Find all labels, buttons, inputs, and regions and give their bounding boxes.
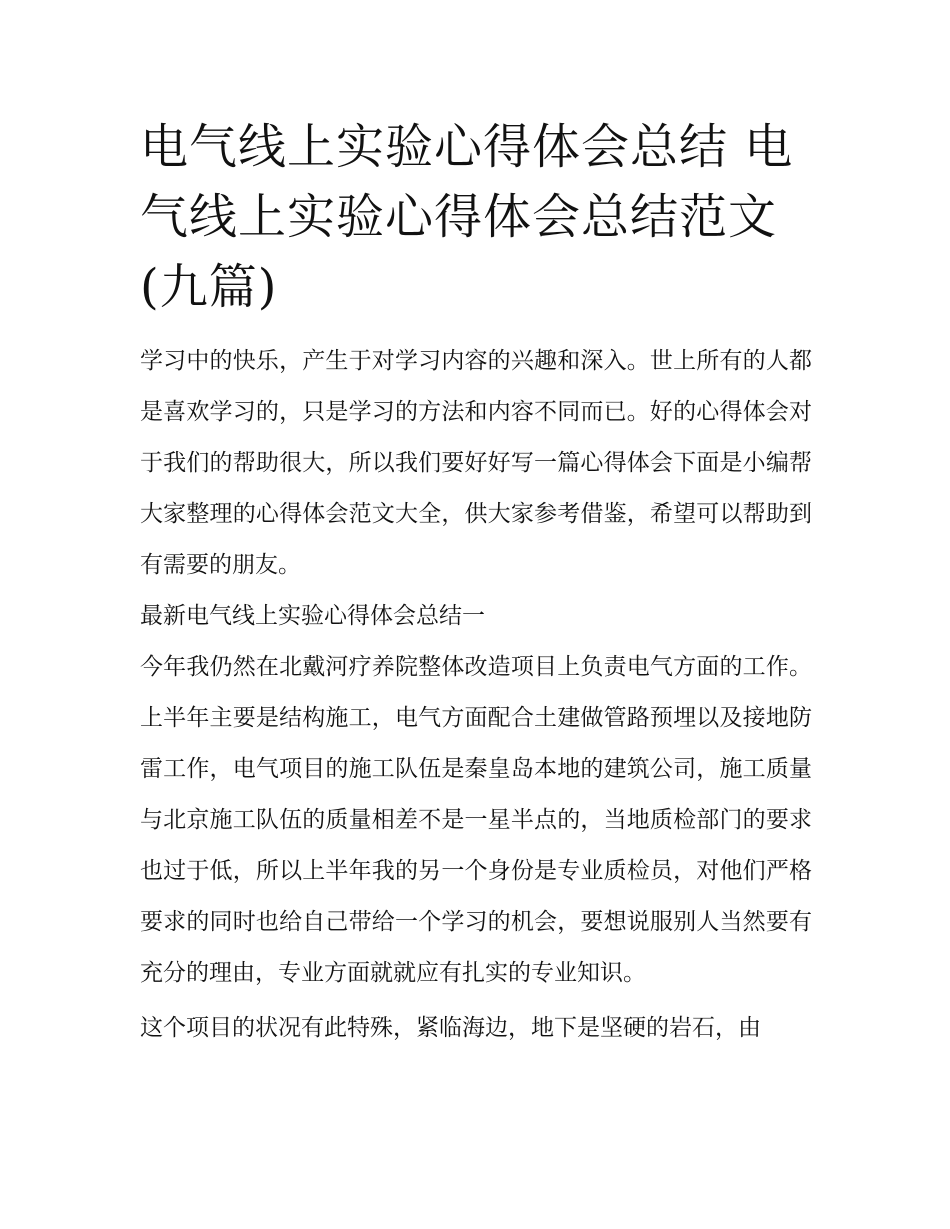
section-heading: 最新电气线上实验心得体会总结一 bbox=[140, 603, 485, 629]
body-paragraph-2: 这个项目的状况有此特殊，紧临海边，地下是坚硬的岩石，由 bbox=[140, 1015, 761, 1041]
body-paragraph-1: 今年我仍然在北戴河疗养院整体改造项目上负责电气方面的工作。上半年主要是结构施工，电气方面配合土建做管路预埋以及接地防雷工作，电气项目的施工队伍是秦皇岛本地的建筑公司，施工质量与北京施工队伍的质量相差不是一星半点的，当地质检部门的要求也过于低，所以上半年我的另一个身份是专业质检员，对他们严格要求的同时也给自己带给一个学习的机会，要想说服别人当然要有充分的理由，专业方面就就应有扎实的专业知识。 bbox=[140, 654, 812, 986]
intro-paragraph: 学习中的快乐，产生于对学习内容的兴趣和深入。世上所有的人都是喜欢学习的，只是学习的方法和内容不同而已。好的心得体会对于我们的帮助很大，所以我们要好好写一篇心得体会下面是小编帮大家整理的心得体会范文大全，供大家参考借鉴，希望可以帮助到有需要的朋友。 bbox=[140, 348, 812, 578]
document-page bbox=[140, 112, 812, 1054]
document-title: 电气线上实验心得体会总结 电气线上实验心得体会总结范文(九篇) bbox=[140, 119, 794, 315]
